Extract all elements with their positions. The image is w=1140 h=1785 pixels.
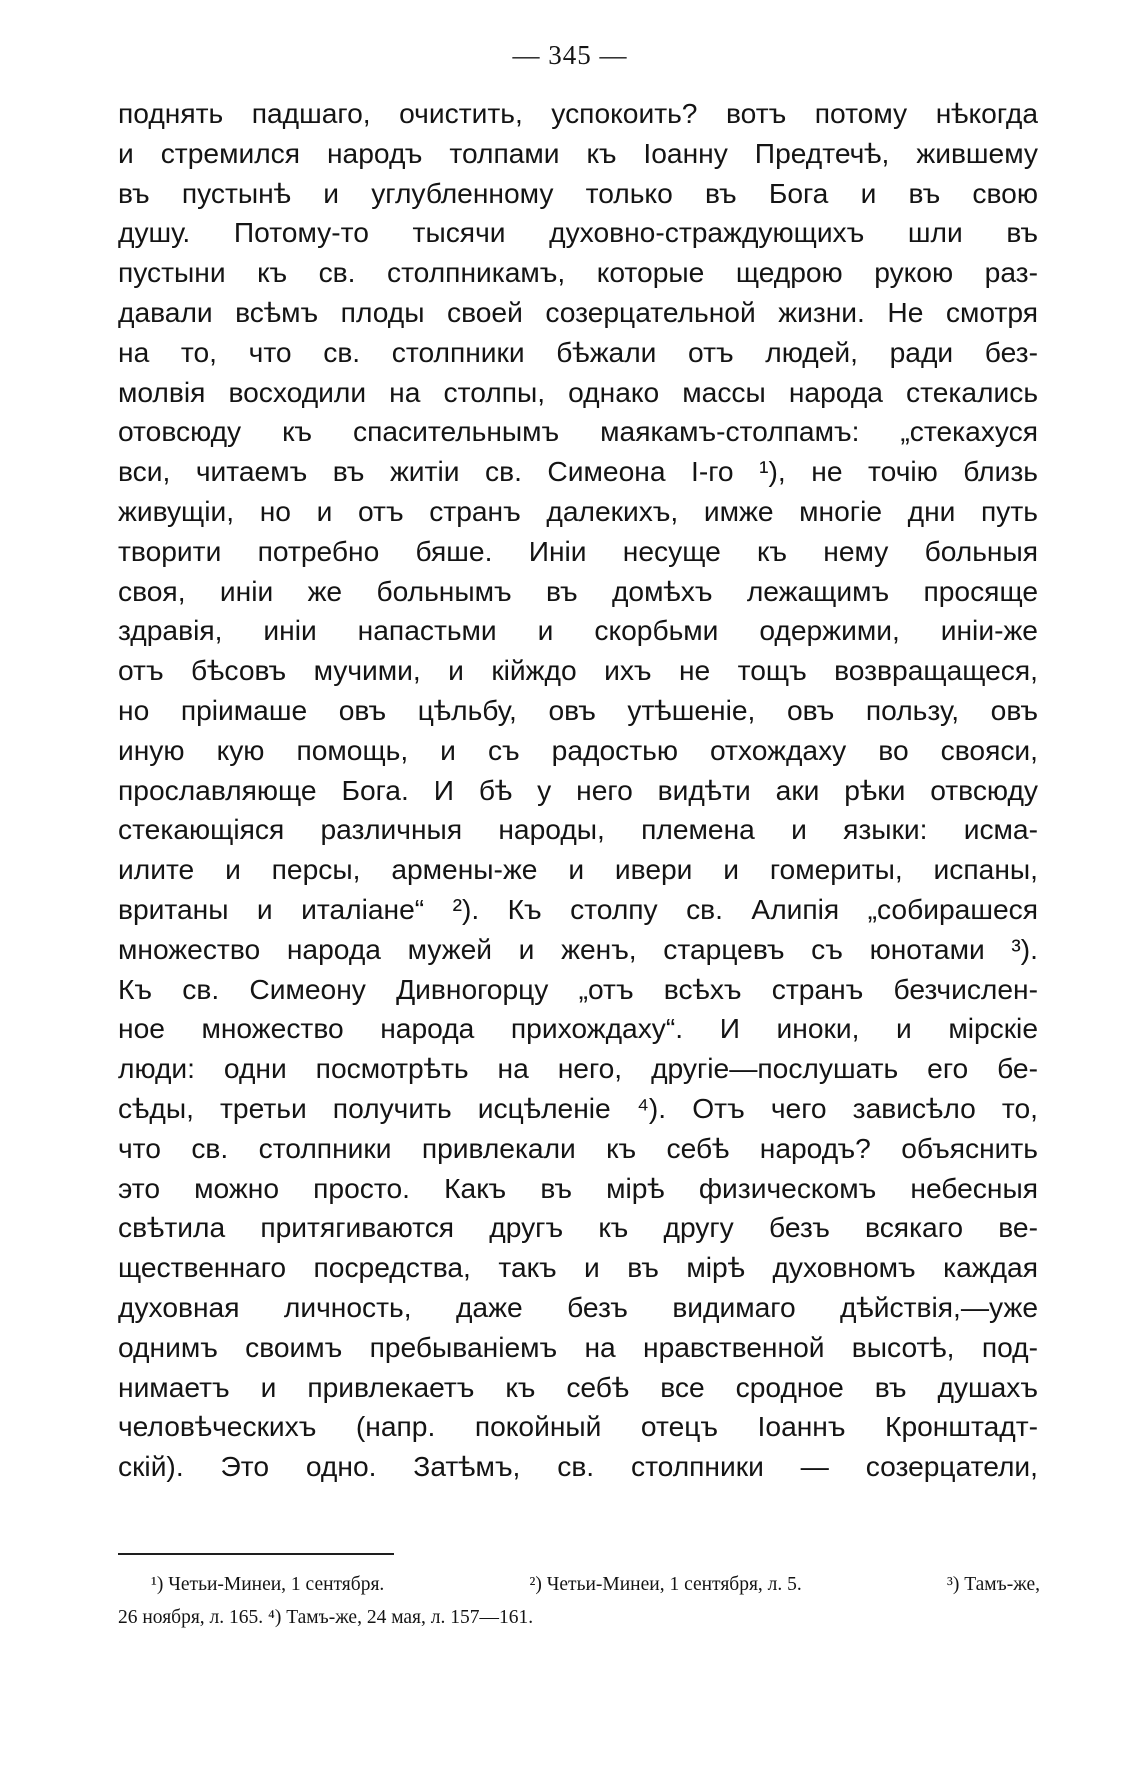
text-line: отовсюду къ спасительнымъ маякамъ-столпамъ: „стекахуся	[118, 415, 1038, 448]
text-line: поднять падшаго, очистить, успокоить? вотъ потому нѣкогда	[118, 97, 1038, 129]
text-line: и стремился народъ толпами къ Іоанну Предтечѣ, жившему	[118, 136, 1038, 169]
text-line: стекающіяся различныя народы, племена и языки: исма-	[118, 813, 1038, 846]
text-line: свѣтила притягиваются другъ къ другу безъ всякаго ве-	[118, 1211, 1038, 1244]
text-line: живущіи, но и отъ странъ далекихъ, имже многіе дни путь	[118, 494, 1038, 527]
text-line: творити потребно бяше. Иніи несуще къ нему больныя	[118, 534, 1038, 567]
text-line: но пріимаше овъ цѣльбу, овъ утѣшеніе, овъ пользу, овъ	[118, 693, 1038, 726]
text-line: вританы и италіане“ ²). Къ столпу св. Алипія „собирашеся	[118, 892, 1038, 925]
text-line: это можно просто. Какъ въ мірѣ физическомъ небесныя	[118, 1171, 1038, 1204]
text-line: давали всѣмъ плоды своей созерцательной жизни. Не смотря	[118, 295, 1038, 328]
footnote-divider	[118, 1553, 394, 1555]
text-line: иную кую помощь, и съ радостью отхождаху во свояси,	[118, 733, 1038, 766]
text-line: щественнаго посредства, такъ и въ мірѣ духовномъ каждая	[118, 1251, 1038, 1284]
text-line: своя, иніи же больнымъ въ домѣхъ лежащимъ просяще	[118, 574, 1038, 607]
footnote-1: ¹) Четьи-Минеи, 1 сентября.	[151, 1574, 385, 1595]
text-line: вси, читаемъ въ житіи св. Симеона I-го ¹), не точію близь	[118, 455, 1038, 488]
text-line: душу. Потому-то тысячи духовно-страждующихъ шли въ	[118, 216, 1038, 249]
text-line: Къ св. Симеону Дивногорцу „отъ всѣхъ странъ безчислен-	[118, 972, 1038, 1005]
body-text	[118, 94, 1038, 1487]
text-line: отъ бѣсовъ мучими, и кійждо ихъ не тощъ возвращащеся,	[118, 654, 1038, 687]
footnotes	[118, 1568, 1040, 1634]
text-line: ное множество народа прихождаху“. И иноки, и мірскіе	[118, 1012, 1038, 1045]
text-line: прославляюще Бога. И бѣ у него видѣти аки рѣки отвсюду	[118, 773, 1038, 806]
text-line: скій). Это одно. Затѣмъ, св. столпники — созерцатели,	[118, 1450, 1038, 1483]
text-line: множество народа мужей и женъ, старцевъ съ юнотами ³).	[118, 932, 1038, 965]
text-line: здравія, иніи напастьми и скорбьми одержими, иніи-же	[118, 614, 1038, 647]
text-line: однимъ своимъ пребываніемъ на нравственной высотѣ, под-	[118, 1330, 1038, 1363]
footnote-2: ²) Четьи-Минеи, 1 сентября, л. 5.	[529, 1574, 802, 1595]
text-line: илите и персы, армены-же и ивери и гомериты, испаны,	[118, 853, 1038, 886]
text-line: сѣды, третьи получить исцѣленіе ⁴). Отъ чего зависѣло то,	[118, 1091, 1038, 1124]
footnote-line	[118, 1568, 1040, 1601]
text-line: духовная личность, даже безъ видимаго дѣйствія,—уже	[118, 1290, 1038, 1323]
text-line: молвія восходили на столпы, однако массы народа стекались	[118, 375, 1038, 408]
text-line: на то, что св. столпники бѣжали отъ людей, ради без-	[118, 335, 1038, 368]
text-line: человѣческихъ (напр. покойный отецъ Іоаннъ Кронштадт-	[118, 1410, 1038, 1443]
text-line: что св. столпники привлекали къ себѣ народъ? объяснить	[118, 1131, 1038, 1164]
text-line: люди: одни посмотрѣть на него, другіе—послушать его бе-	[118, 1052, 1038, 1085]
footnote-3: ³) Тамъ-же,	[947, 1574, 1040, 1595]
text-line: нимаетъ и привлекаетъ къ себѣ все сродное въ душахъ	[118, 1370, 1038, 1403]
footnote-line: 26 ноября, л. 165. ⁴) Тамъ-же, 24 мая, л. 157—161.	[118, 1607, 534, 1628]
text-line: пустыни къ св. столпникамъ, которые щедрою рукою раз-	[118, 256, 1038, 289]
page-number: — 345 —	[512, 40, 628, 70]
text-line: въ пустынѣ и углубленному только въ Бога и въ свою	[118, 176, 1038, 209]
